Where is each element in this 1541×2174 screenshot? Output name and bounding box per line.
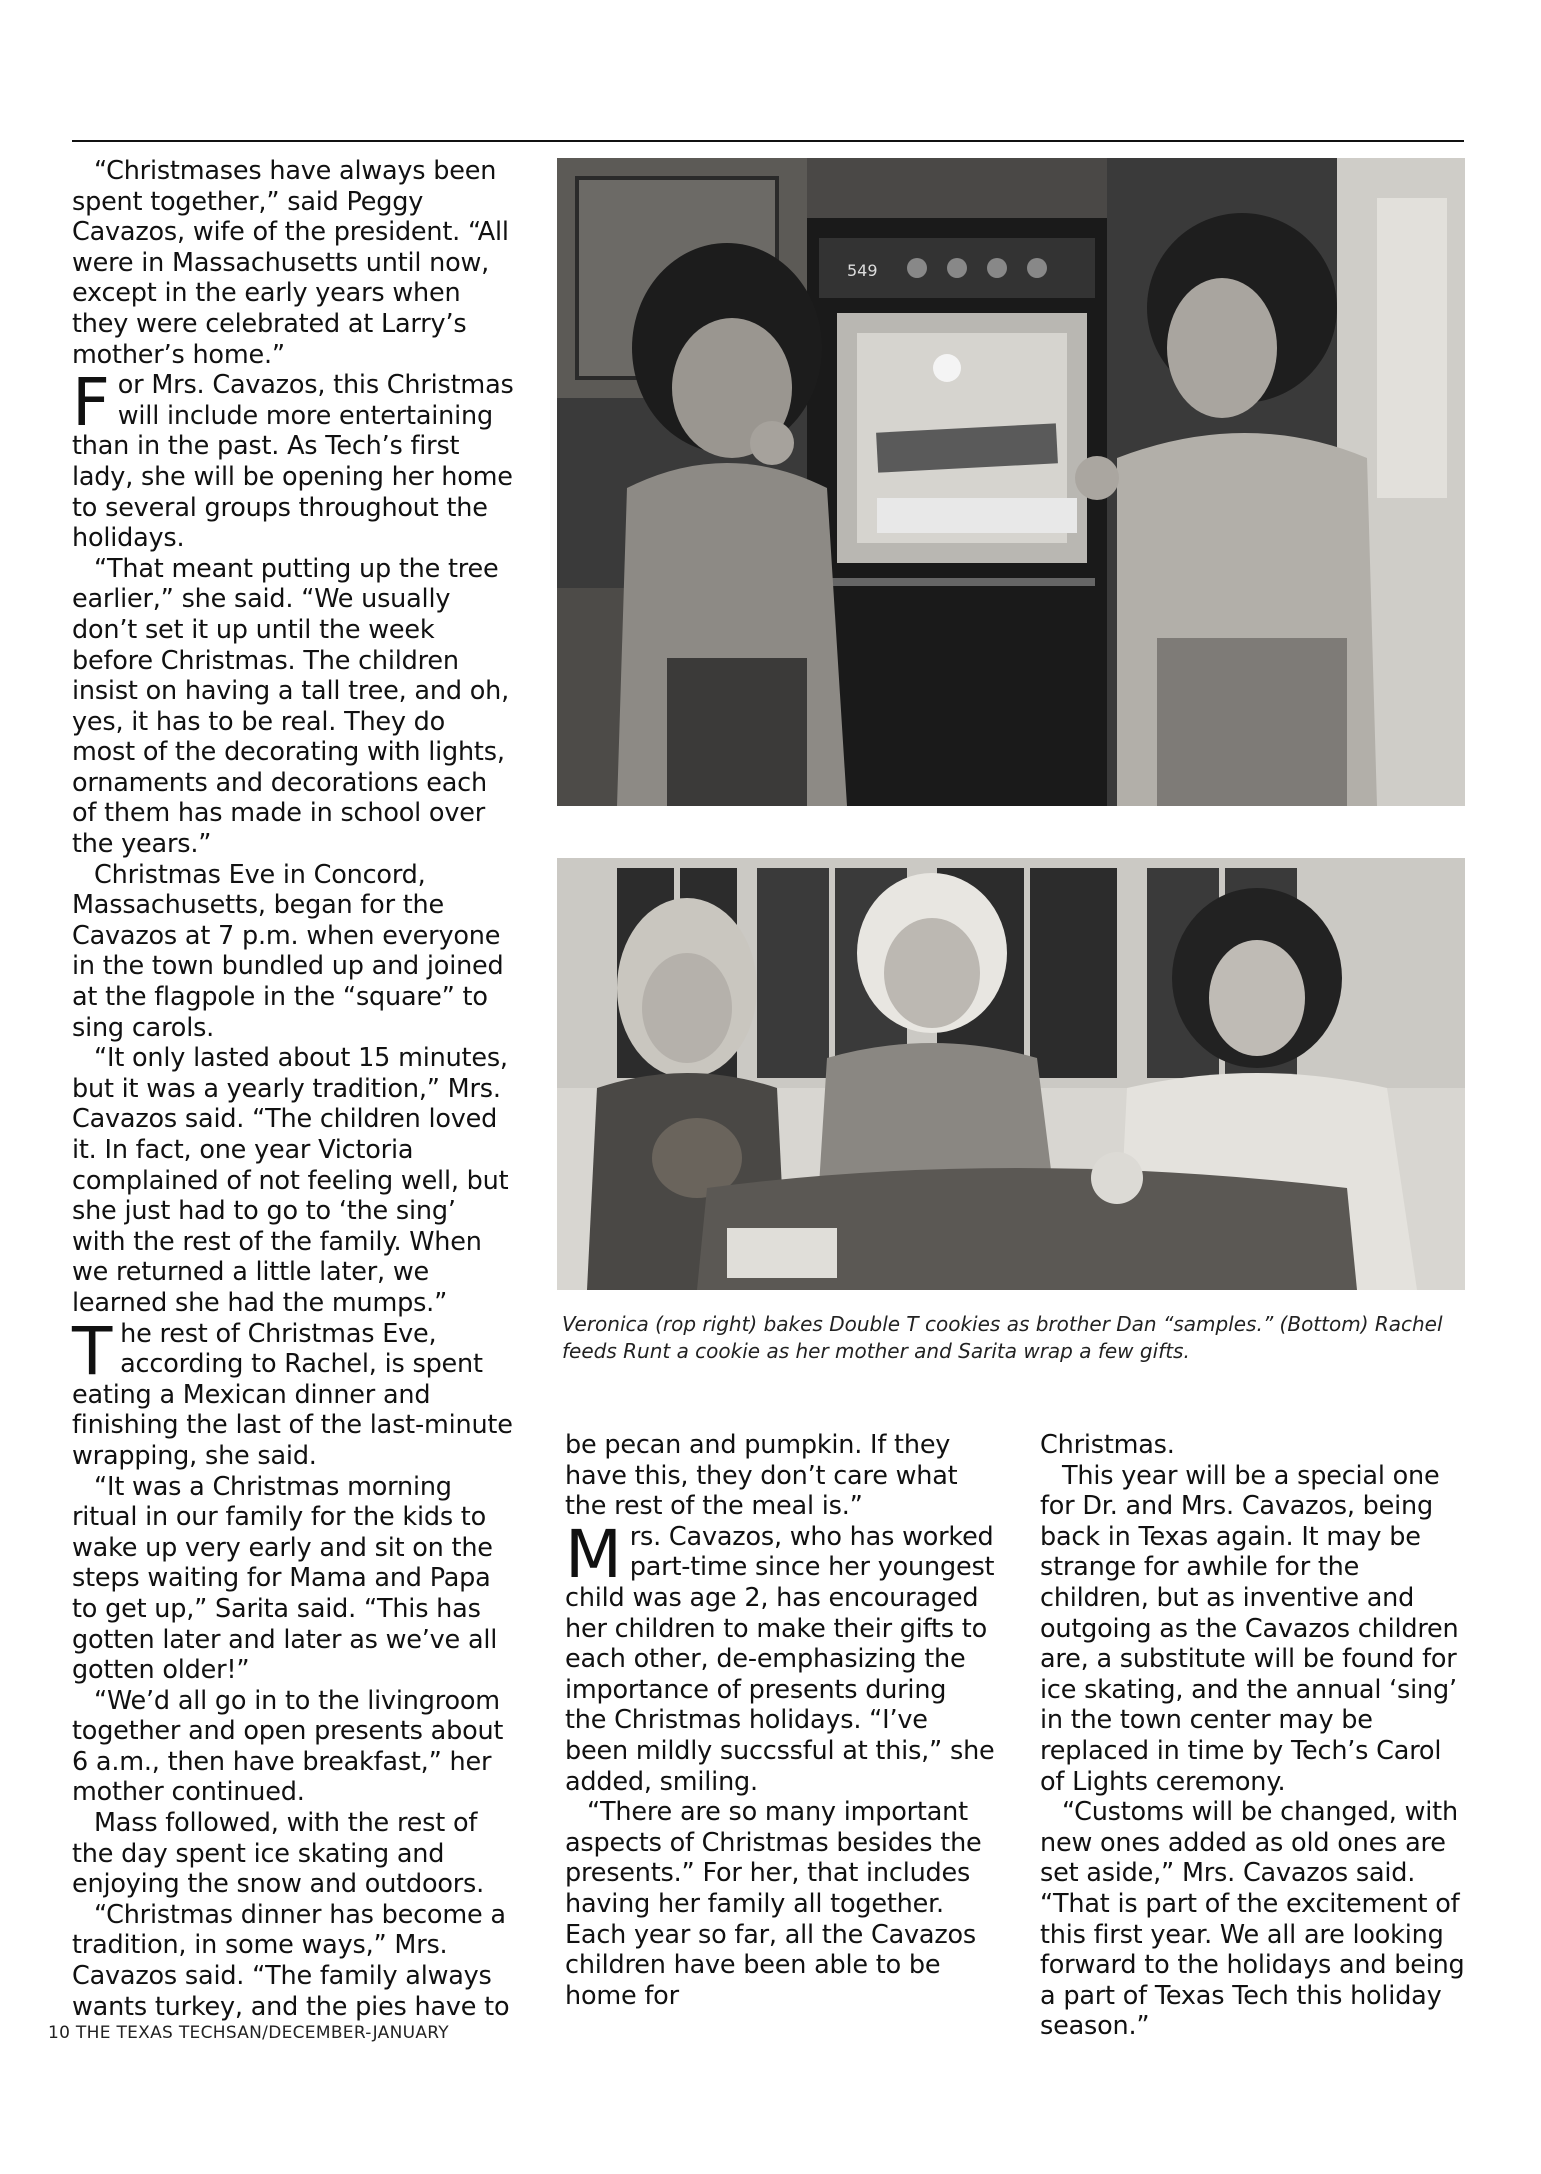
header-rule — [72, 140, 1464, 142]
drop-cap: T — [72, 1312, 113, 1390]
photo-kitchen-oven — [557, 158, 1465, 806]
paragraph: Christmas. — [1040, 1430, 1175, 1460]
paragraph: “That meant putting up the tree earlier,” she said. “We usually don’t set it up until the week before Christmas. The children insist on having a tall tree, and oh, yes, it has to be real. They do most of the decorating with lights, ornaments and decorations each of them has made in school over the years.” — [72, 553, 509, 860]
paragraph: Christmas Eve in Concord, Massachusetts, began for the Cavazos at 7 p.m. when everyone in the town bundled up and joined at the flagpole in the “square” to sing carols. — [72, 859, 504, 1043]
paragraph: “Christmases have always been spent together,” said Peggy Cavazos, wife of the president. “All were in Massachusetts until now, except in the early years when they were celebrated at Larry’s mother’s home.” — [72, 156, 509, 370]
drop-cap: F — [72, 364, 110, 442]
paragraph-text: rs. Cavazos, who has worked part-time since her youngest child was age 2, has encouraged her children to make their gifts to each other, de-emphasizing the importance of presents during the Christmas holidays. “I’ve been mildly succssful at this,” she added, smiling. — [565, 1521, 995, 1797]
paragraph-dropcap — [565, 1515, 995, 1797]
article-column-2 — [565, 1430, 995, 2011]
paragraph: “It was a Christmas morning ritual in our family for the kids to wake up very early and sit on the steps waiting for Mama and Papa to get up,” Sarita said. “This has gotten later and later as we’ve all gotten older!” — [72, 1471, 498, 1686]
page-footer: 10 THE TEXAS TECHSAN/DECEMBER-JANUARY — [48, 2023, 449, 2043]
paragraph-dropcap — [72, 364, 514, 554]
paragraph-text: or Mrs. Cavazos, this Christmas will include more entertaining than in the past. As Tech’s first lady, she will be opening her home to several groups throughout the holidays. — [72, 370, 514, 554]
photo-caption: Veronica (rop right) bakes Double T cookies as brother Dan “samples.” (Bottom) Rachel feeds Runt a cookie as her mother and Sarita wrap a few gifts. — [562, 1312, 1443, 1363]
drop-cap: M — [565, 1515, 622, 1593]
article-column-1 — [72, 156, 514, 2022]
photo-gift-wrapping — [557, 858, 1465, 1290]
paragraph: “Customs will be changed, with new ones added as old ones are set aside,” Mrs. Cavazos said. “That is part of the excitement of this first year. We all are looking forward to the holidays and being a part of Texas Tech this holiday season.” — [1040, 1797, 1465, 2042]
paragraph: “It only lasted about 15 minutes, but it was a yearly tradition,” Mrs. Cavazos said. “The children loved it. In fact, one year Victoria complained of not feeling well, but she just had to go to ‘the sing’ with the rest of the family. When we returned a little later, we learned she had the mumps.” — [72, 1043, 509, 1318]
paragraph: “There are so many important aspects of Christmas besides the presents.” For her, that includes having her family all together. Each year so far, all the Cavazos children have been able to be home for — [565, 1797, 982, 2011]
paragraph-dropcap — [72, 1312, 514, 1472]
paragraph: be pecan and pumpkin. If they have this, they don’t care what the rest of the meal is.” — [565, 1430, 958, 1522]
paragraph: “Christmas dinner has become a tradition, in some ways,” Mrs. Cavazos said. “The family always wants turkey, and the pies have to — [72, 1899, 510, 2022]
paragraph: Mass followed, with the rest of the day spent ice skating and enjoying the snow and outdoors. — [72, 1808, 485, 1900]
paragraph: This year will be a special one for Dr. and Mrs. Cavazos, being back in Texas again. It may be strange for awhile for the children, but as inventive and outgoing as the Cavazos children are, a substitute will be found for ice skating, and the annual ‘sing’ in the town center may be replaced in time by Tech’s Carol of Lights ceremony. — [1040, 1460, 1459, 1797]
article-column-3 — [1040, 1430, 1470, 2042]
paragraph-text: he rest of Christmas Eve, according to Rachel, is spent eating a Mexican dinner and finishing the last of the last-minute wrapping, she said. — [72, 1318, 513, 1471]
oven-display: 549 — [847, 261, 878, 280]
paragraph: “We’d all go in to the livingroom together and open presents about 6 a.m., then have breakfast,” her mother continued. — [72, 1685, 504, 1808]
